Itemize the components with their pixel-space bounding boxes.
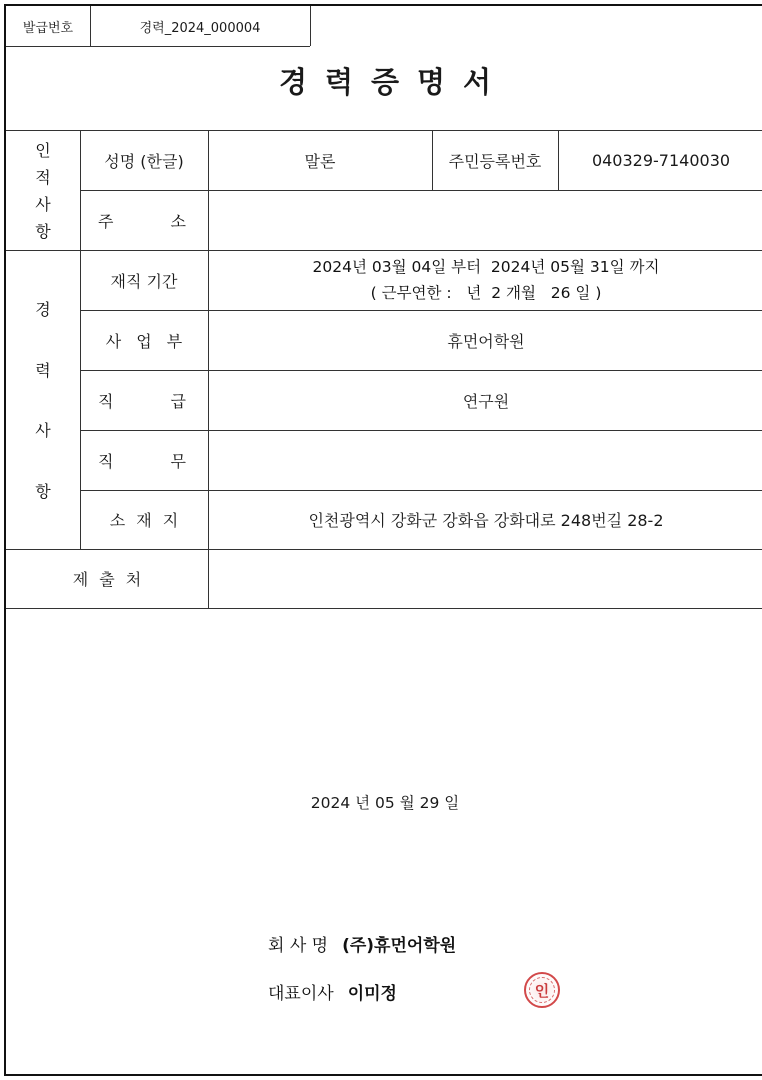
- issue-date: 2024 년 05 월 29 일: [310, 794, 460, 812]
- ceo-line: [268, 976, 397, 1006]
- document-title: 경력증명서: [278, 64, 510, 99]
- personal-section-label: [6, 130, 80, 250]
- dept-label: 사 업 부: [105, 331, 183, 351]
- rank-value: 연구원: [462, 391, 510, 411]
- career-section-char: 항: [35, 481, 51, 501]
- rrn-value: 040329-7140030: [591, 150, 731, 170]
- period-label: 재직 기간: [110, 271, 178, 291]
- personal-section-char: 인: [35, 141, 51, 160]
- address-label: 주 소: [98, 211, 186, 231]
- issue-number-label: 발급번호: [22, 20, 74, 36]
- career-section-label: [6, 250, 80, 549]
- rrn-label: 주민등록번호: [448, 151, 542, 171]
- career-section-char: 력: [35, 360, 51, 380]
- submit-value: [208, 549, 762, 608]
- personal-section-char: 적: [35, 168, 51, 187]
- duty-value: [208, 430, 762, 490]
- period-range: 2024년 03월 04일 부터 2024년 05월 31일 까지: [312, 258, 660, 276]
- ceo-name: 이미정: [347, 983, 397, 1004]
- location-label: 소 재 지: [109, 511, 179, 530]
- career-section-char: 경: [35, 300, 51, 320]
- rank-label: 직 급: [98, 391, 186, 411]
- period-value: [208, 250, 762, 310]
- duty-label: 직 무: [98, 451, 186, 471]
- address-value: [208, 190, 762, 250]
- submit-label: 제 출 처: [72, 570, 142, 589]
- issue-number-value: 경력_2024_000004: [139, 20, 261, 36]
- period-duration: ( 근무연한 : 년 2 개월 26 일 ): [370, 284, 602, 302]
- company-name: (주)휴먼어학원: [342, 935, 457, 956]
- personal-section-char: 사: [35, 195, 51, 214]
- name-label: 성명 (한글): [104, 151, 184, 171]
- personal-section-char: 항: [35, 222, 51, 241]
- company-line: [268, 928, 456, 958]
- name-value: 말론: [304, 151, 336, 171]
- ceo-label: 대표이사: [268, 983, 334, 1004]
- location-value: 인천광역시 강화군 강화읍 강화대로 248번길 28-2: [308, 511, 664, 530]
- dept-value: 휴먼어학원: [447, 331, 525, 351]
- company-seal-stamp: 인: [524, 972, 560, 1008]
- career-section-char: 사: [35, 421, 51, 441]
- company-label: 회 사 명: [268, 935, 329, 956]
- certificate-document: [4, 4, 762, 1076]
